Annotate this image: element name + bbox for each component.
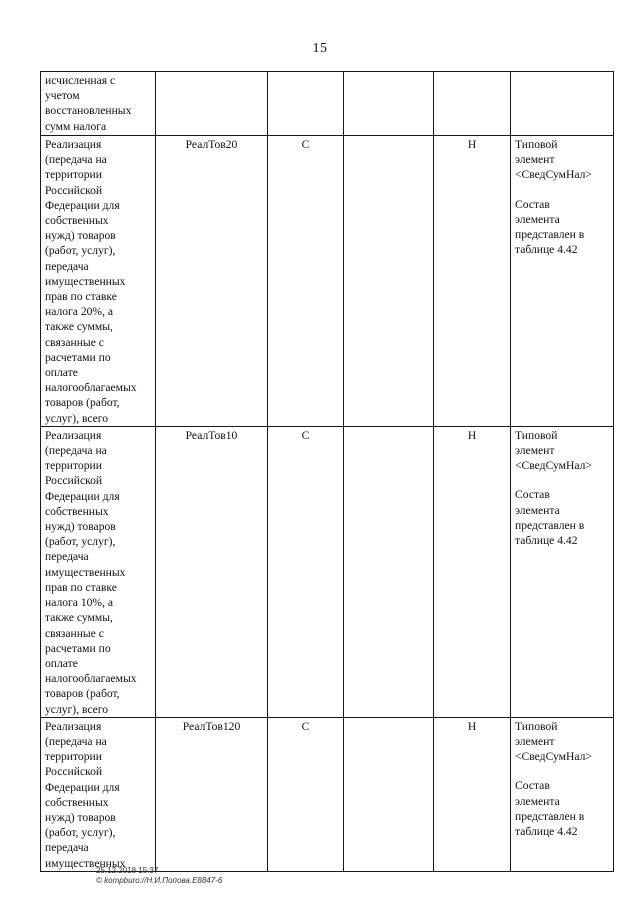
element-name-cell: исчисленная с учетом восстановленных сумм налога (41, 72, 156, 136)
note-composition: Состав элемента представлен в таблице 4.42 (515, 197, 585, 257)
element-note-cell (511, 717, 614, 871)
footer-timestamp: 25.12.2018 15:37 (96, 866, 159, 875)
element-format-cell (344, 426, 434, 717)
element-spec-table (40, 71, 614, 872)
footer-stamp (96, 866, 222, 886)
element-required-cell: Н (434, 717, 511, 871)
element-name-cell: Реализация (передача на территории Российской Федерации для собственных нужд) товаров (работ, услуг), передача имущественных прав по ставке налога 20%, а также суммы, связанные с расчетами по оплате налогооблагаемых товаров (работ, услуг), всего (41, 136, 156, 427)
element-type-cell: С (268, 426, 344, 717)
page-number: 15 (312, 41, 328, 56)
table-row (41, 136, 614, 427)
element-note-cell (511, 72, 614, 136)
element-name-cell: Реализация (передача на территории Российской Федерации для собственных нужд) товаров (работ, услуг), передача имущественных (41, 717, 156, 871)
element-type-cell (268, 72, 344, 136)
element-type-cell: С (268, 136, 344, 427)
element-format-cell (344, 717, 434, 871)
note-typical-element: Типовой элемент <СведСумНал> (515, 719, 592, 764)
table-row (41, 426, 614, 717)
element-note-cell (511, 426, 614, 717)
element-format-cell (344, 72, 434, 136)
element-code-cell: РеалТов20 (156, 136, 268, 427)
note-typical-element: Типовой элемент <СведСумНал> (515, 138, 592, 182)
element-code-cell: РеалТов10 (156, 426, 268, 717)
table-row (41, 717, 614, 871)
element-code-cell: РеалТов120 (156, 717, 268, 871)
element-type-cell: С (268, 717, 344, 871)
note-typical-element: Типовой элемент <СведСумНал> (515, 428, 592, 473)
note-composition: Состав элемента представлен в таблице 4.42 (515, 488, 585, 548)
element-required-cell: Н (434, 426, 511, 717)
element-required-cell: Н (434, 136, 511, 427)
element-code-cell (156, 72, 268, 136)
element-format-cell (344, 136, 434, 427)
footer-reference: © kompburo://Н.И.Попова.Е8847-6 (96, 876, 223, 885)
element-note-cell (511, 136, 614, 427)
note-composition: Состав элемента представлен в таблице 4.42 (515, 779, 585, 838)
element-name-cell: Реализация (передача на территории Российской Федерации для собственных нужд) товаров (работ, услуг), передача имущественных прав по ставке налога 10%, а также суммы, связанные с расчетами по оплате налогооблагаемых товаров (работ, услуг), всего (41, 426, 156, 717)
table-row (41, 72, 614, 136)
element-required-cell (434, 72, 511, 136)
